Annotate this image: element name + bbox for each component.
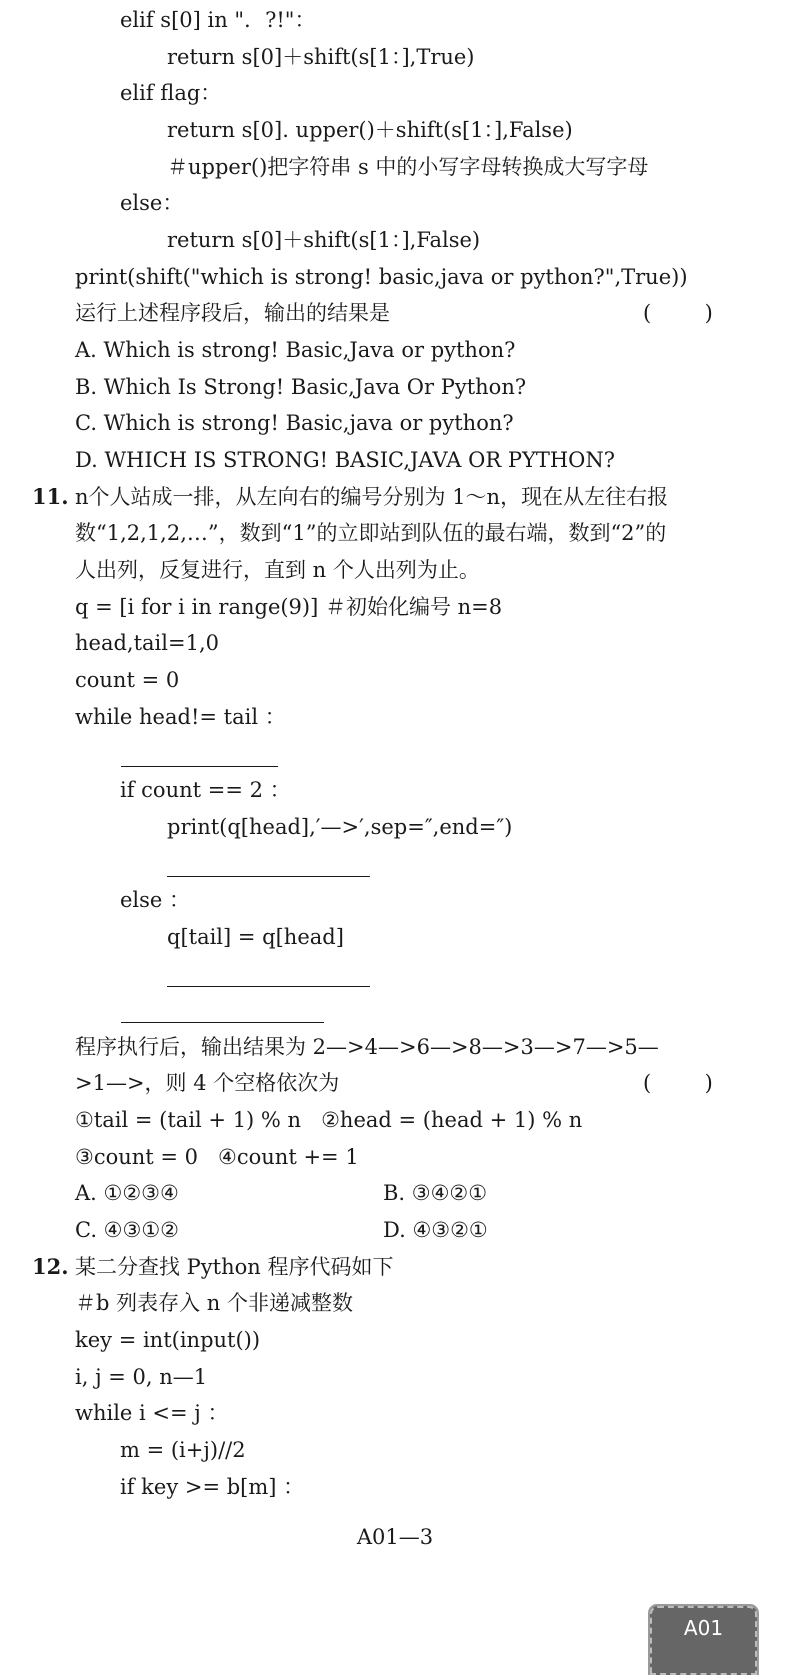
code-comment: ＃b 列表存入 n 个非递减整数 (75, 1291, 353, 1315)
code-line: if key >= b[m] ： (120, 1475, 305, 1499)
code-line: return s[0]. upper()＋shift(s[1：],False) (167, 118, 573, 142)
code-line: head,tail=1,0 (75, 631, 219, 655)
question-text: 某二分查找 Python 程序代码如下 (75, 1255, 394, 1279)
fill-blank-3 (167, 986, 370, 987)
option-c: C. ④③①② (75, 1218, 179, 1242)
tab-badge-label: A01 (683, 1616, 724, 1640)
fill-blank-4 (121, 1022, 324, 1023)
code-line: else ： (120, 888, 191, 912)
code-line: elif flag： (120, 81, 222, 105)
choice-statements: ①tail = (tail + 1) % n ②head = (head + 1) % n (75, 1108, 583, 1132)
question-text: 人出列，反复进行，直到 n 个人出列为止。 (75, 558, 480, 582)
question-text: 数“1,2,1,2,…”，数到“1”的立即站到队伍的最右端，数到“2”的 (75, 521, 667, 545)
fill-blank-2 (167, 876, 370, 877)
question-text: 程序执行后，输出结果为 2—>4—>6—>8—>3—>7—>5— (75, 1035, 659, 1059)
code-line: while head!= tail ： (75, 705, 286, 729)
option-a: A. ①②③④ (75, 1181, 179, 1205)
question-prompt: >1—>，则 4 个空格依次为 (75, 1071, 340, 1095)
option-d: D. ④③②① (383, 1218, 488, 1242)
code-line: i, j = 0, n—1 (75, 1365, 208, 1389)
code-line: count = 0 (75, 668, 180, 692)
code-line: elif s[0] in "．?!"： (120, 8, 316, 32)
code-line: m = (i+j)//2 (120, 1438, 246, 1462)
code-line: print(q[head],′—>′,sep=″,end=″) (167, 815, 513, 839)
code-line: q[tail] = q[head] (167, 925, 344, 949)
question-text: n个人站成一排，从左向右的编号分别为 1～n，现在从左往右报 (75, 485, 669, 509)
code-line: return s[0]＋shift(s[1：],False) (167, 228, 481, 252)
code-line: else： (120, 191, 184, 215)
code-line: key = int(input()) (75, 1328, 261, 1352)
question-number-12: 12. (32, 1254, 69, 1279)
code-line: print(shift("which is strong! basic,java or python?",True)) (75, 265, 688, 289)
answer-paren: ( ) (643, 1071, 713, 1095)
code-line: return s[0]＋shift(s[1：],True) (167, 45, 475, 69)
choice-statements: ③count = 0 ④count += 1 (75, 1145, 359, 1169)
option-b: B. Which Is Strong! Basic,Java Or Python? (75, 375, 527, 399)
fill-blank-1 (121, 766, 278, 767)
code-line: if count == 2 ： (120, 778, 291, 802)
option-c: C. Which is strong! Basic,java or python? (75, 411, 514, 435)
option-b: B. ③④②① (383, 1181, 488, 1205)
option-a: A. Which is strong! Basic,Java or python? (75, 338, 516, 362)
question-prompt: 运行上述程序段后，输出的结果是 (75, 301, 390, 325)
code-comment: ＃upper()把字符串 s 中的小写字母转换成大写字母 (167, 155, 649, 179)
answer-paren: ( ) (643, 301, 713, 325)
option-d: D. WHICH IS STRONG! BASIC,JAVA OR PYTHON? (75, 448, 615, 472)
code-line: while i <= j ： (75, 1401, 229, 1425)
page-number: A01—3 (356, 1525, 434, 1549)
code-line: q = [i for i in range(9)] ＃初始化编号 n=8 (75, 595, 503, 619)
question-number-11: 11. (32, 484, 69, 509)
tab-badge (650, 1606, 757, 1675)
